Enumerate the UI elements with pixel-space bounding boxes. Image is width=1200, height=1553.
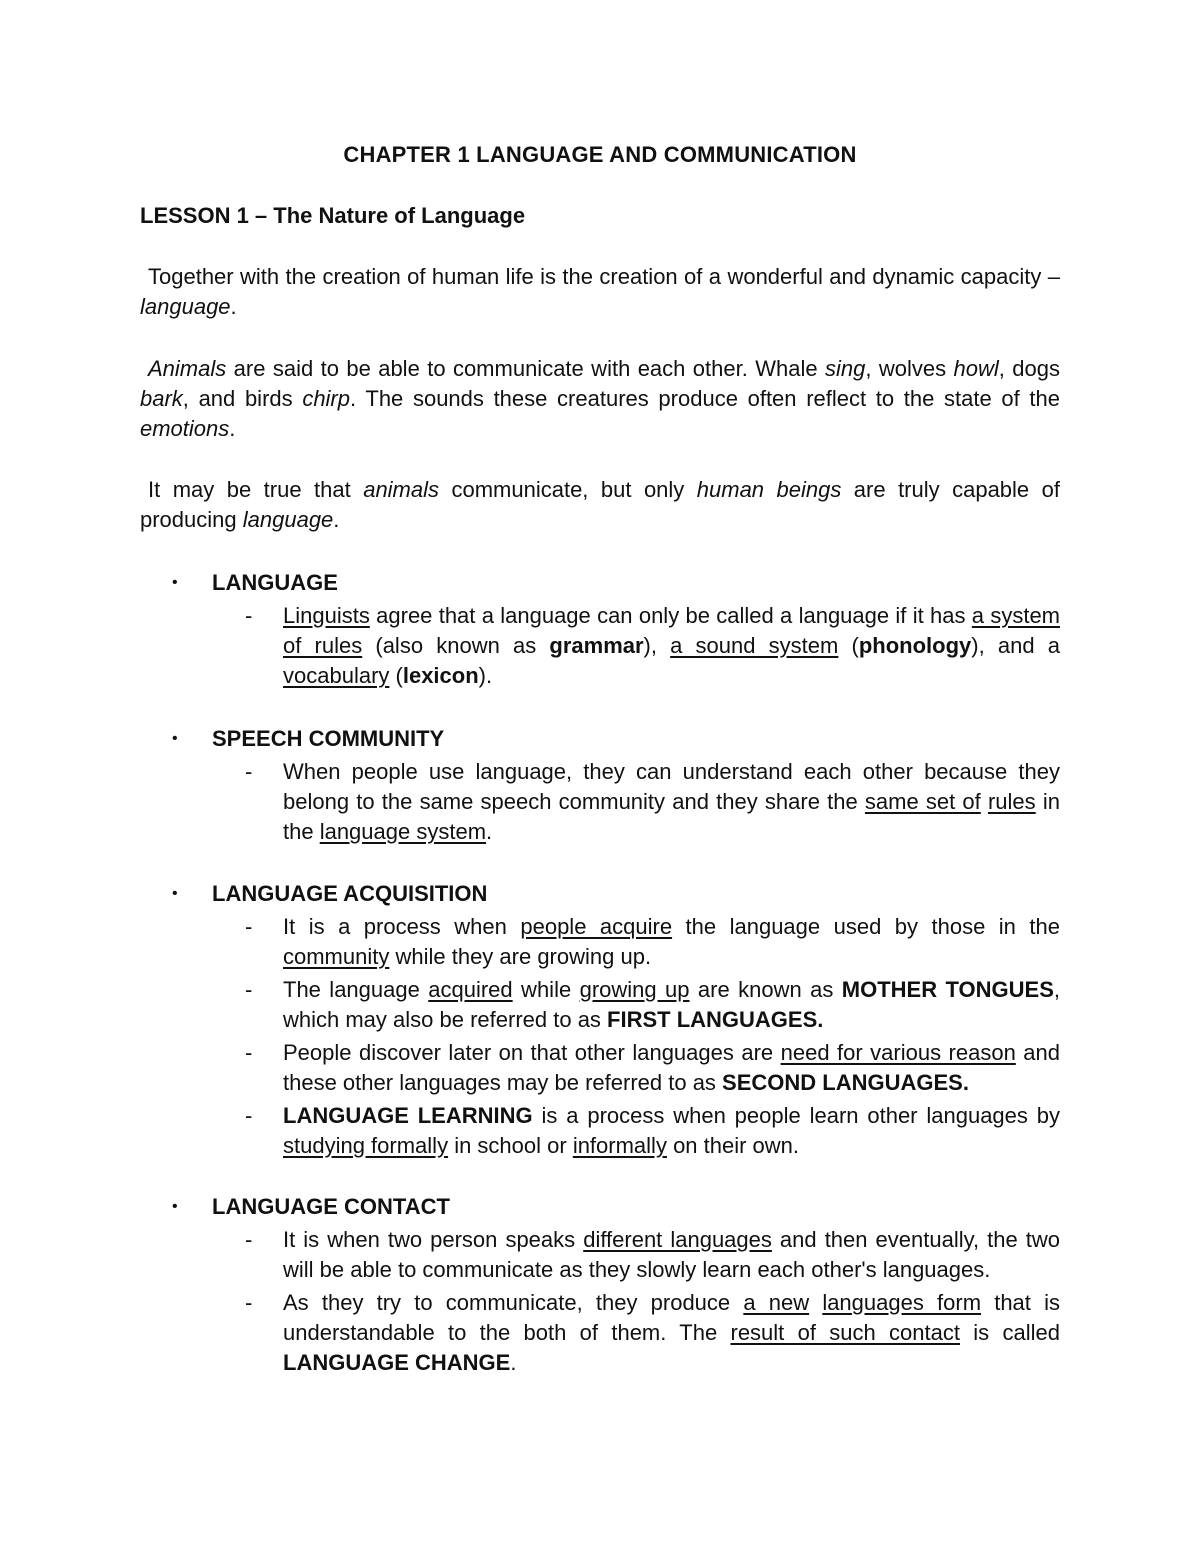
list-item — [245, 601, 1061, 691]
text: ), — [643, 633, 671, 658]
bold-term: FIRST LANGUAGES. — [607, 1007, 824, 1032]
section-heading — [140, 568, 1060, 598]
list-item — [245, 1288, 1060, 1378]
paragraph-human-language — [140, 475, 1060, 535]
section-language — [140, 568, 1060, 691]
text: It is when two person speaks — [283, 1227, 584, 1252]
text: ( — [389, 663, 403, 688]
text — [809, 1290, 822, 1315]
italic-term: language — [140, 294, 231, 319]
underlined-term: growing up — [579, 977, 690, 1002]
paragraph-intro — [140, 262, 1060, 322]
list-item — [245, 975, 1061, 1035]
underlined-term: informally — [572, 1133, 667, 1158]
lesson-title: LESSON 1 – The Nature of Language — [140, 203, 526, 228]
text: while they are growing up. — [389, 944, 652, 969]
text: are truly capable of producing — [140, 477, 1060, 532]
paragraph-animals — [140, 354, 1060, 444]
underlined-term: need for various reason — [780, 1040, 1016, 1065]
text: . — [230, 294, 237, 319]
text: It may be true that — [148, 477, 364, 502]
dash-icon: - — [245, 977, 253, 1002]
underlined-term: acquired — [428, 977, 513, 1002]
text: . — [333, 507, 340, 532]
underlined-term: language system — [319, 819, 487, 844]
list-item — [245, 1101, 1060, 1161]
text: . The sounds these creatures produce often reflect to the state of the — [350, 386, 1060, 411]
text — [981, 789, 988, 814]
text: , and birds — [182, 386, 303, 411]
dash-icon: - — [245, 1227, 253, 1252]
italic-term: emotions — [140, 416, 230, 441]
list-item — [245, 1225, 1061, 1285]
heading-text: SPEECH COMMUNITY — [212, 726, 445, 751]
bullet-icon: • — [172, 1198, 178, 1215]
section-heading — [140, 724, 1060, 754]
text: , wolves — [865, 356, 954, 381]
bold-term: MOTHER TONGUES — [841, 977, 1054, 1002]
text: ( — [838, 633, 859, 658]
text: agree that a language can only be called a language if it has — [369, 603, 972, 628]
underlined-term: a new — [743, 1290, 810, 1315]
text: People discover later on that other languages are — [283, 1040, 781, 1065]
dash-icon: - — [245, 1040, 253, 1065]
underlined-term: vocabulary — [283, 663, 390, 688]
text: is called — [959, 1320, 1060, 1345]
text: are said to be able to communicate with each other. Whale — [226, 356, 825, 381]
bold-term: SECOND LANGUAGES. — [722, 1070, 969, 1095]
section-heading — [140, 1192, 1060, 1222]
italic-term: bark — [140, 386, 183, 411]
underlined-term: result of such contact — [730, 1320, 960, 1345]
bullet-icon: • — [172, 574, 178, 591]
heading-text: LANGUAGE — [212, 570, 338, 595]
dash-icon: - — [245, 759, 253, 784]
dash-icon: - — [245, 603, 253, 628]
heading-text: LANGUAGE CONTACT — [212, 1194, 450, 1219]
text: . — [229, 416, 236, 441]
text: and these other languages may be referred to as — [283, 1040, 1061, 1095]
text: Together with the creation of human life is the creation of a wonderful and dynamic capacity – — [148, 264, 1060, 289]
underlined-term: community — [283, 944, 390, 969]
italic-term: Animals — [148, 356, 227, 381]
text: ). — [478, 663, 493, 688]
chapter-title: CHAPTER 1 LANGUAGE AND COMMUNICATION — [343, 142, 857, 167]
italic-term: howl — [953, 356, 999, 381]
underlined-term: different languages — [583, 1227, 772, 1252]
text: and then eventually, the two will be able to communicate as they slowly learn each other's languages. — [283, 1227, 1061, 1282]
underlined-term: rules — [987, 789, 1036, 814]
section-language-contact — [140, 1192, 1060, 1378]
bold-term: LANGUAGE CHANGE — [283, 1350, 511, 1375]
text: is a process when people learn other languages by — [532, 1103, 1060, 1128]
underlined-term: studying formally — [283, 1133, 449, 1158]
section-speech-community — [140, 724, 1060, 847]
italic-term: animals — [363, 477, 440, 502]
dash-icon: - — [245, 914, 253, 939]
text: on their own. — [666, 1133, 800, 1158]
heading-text: LANGUAGE ACQUISITION — [212, 881, 488, 906]
text: (also known as — [362, 633, 550, 658]
underlined-term: a sound system — [670, 633, 839, 658]
text: . — [486, 819, 493, 844]
bold-term: LANGUAGE LEARNING — [283, 1103, 533, 1128]
bold-term: grammar — [549, 633, 644, 658]
italic-term: language — [242, 507, 334, 532]
underlined-term: people acquire — [520, 914, 673, 939]
text: in school or — [448, 1133, 573, 1158]
bullet-icon: • — [172, 885, 178, 902]
dash-icon: - — [245, 1103, 253, 1128]
underlined-term: same set of — [864, 789, 981, 814]
text: communicate, but only — [439, 477, 697, 502]
bold-term: phonology — [858, 633, 972, 658]
dash-icon: - — [245, 1290, 253, 1315]
italic-term: chirp — [302, 386, 350, 411]
text: . — [510, 1350, 517, 1375]
underlined-term: Linguists — [283, 603, 370, 628]
list-item — [245, 912, 1060, 972]
text: are known as — [689, 977, 842, 1002]
section-heading — [140, 879, 1060, 909]
bullet-icon: • — [172, 730, 178, 747]
list-item — [245, 1038, 1061, 1098]
section-language-acquisition — [140, 879, 1060, 1161]
italic-term: human beings — [696, 477, 842, 502]
underlined-term: a system of rules — [283, 603, 1061, 658]
bold-term: lexicon — [402, 663, 479, 688]
text: ), and a — [971, 633, 1060, 658]
text: As they try to communicate, they produce — [283, 1290, 744, 1315]
italic-term: sing — [825, 356, 866, 381]
text: that is understandable to the both of them. The — [283, 1290, 1060, 1345]
text: while — [512, 977, 580, 1002]
text: the language used by those in the — [672, 914, 1060, 939]
text: It is a process when — [283, 914, 521, 939]
underlined-term: languages form — [822, 1290, 982, 1315]
list-item — [245, 757, 1060, 847]
text: in the — [283, 789, 1060, 844]
text: , dogs — [998, 356, 1060, 381]
text: When people use language, they can understand each other because they belong to the same speech community and they share the — [283, 759, 1060, 814]
text: , which may also be referred to as — [283, 977, 1061, 1032]
text: The language — [283, 977, 429, 1002]
